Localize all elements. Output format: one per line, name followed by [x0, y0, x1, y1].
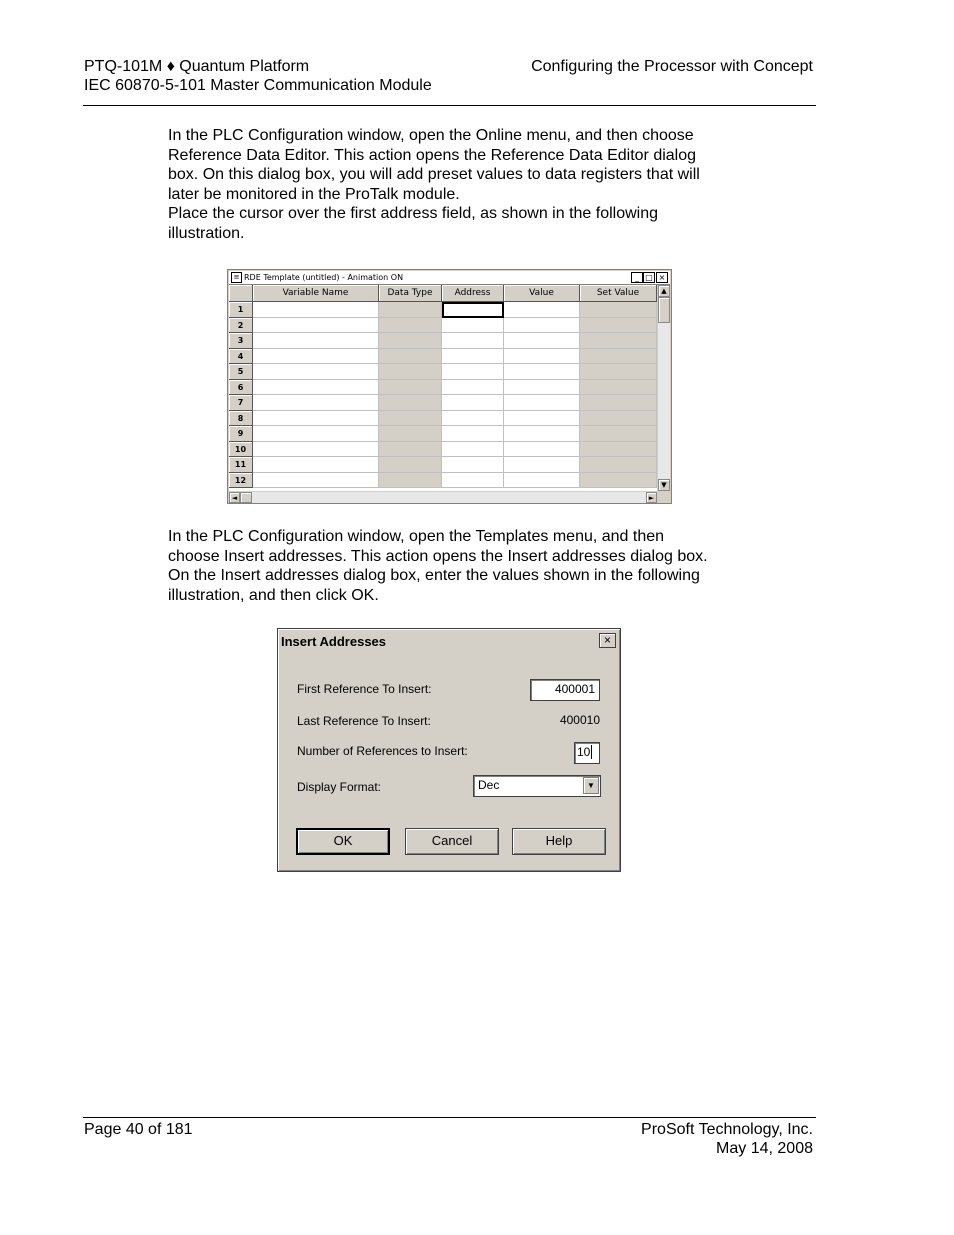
col-header-value[interactable]: Value: [504, 285, 580, 302]
row-number[interactable]: 5: [229, 364, 253, 380]
cell-value[interactable]: [504, 426, 580, 442]
para1-line: In the PLC Configuration window, open the Online menu, and then choose: [168, 127, 694, 144]
ok-button[interactable]: OK: [296, 828, 390, 855]
cell-address[interactable]: [442, 364, 504, 380]
cell-set-value[interactable]: [580, 318, 657, 334]
cell-data-type[interactable]: [379, 442, 442, 458]
para3-line: On the Insert addresses dialog box, enter the values shown in the following: [168, 567, 700, 585]
cell-address[interactable]: [442, 380, 504, 396]
cell-data-type[interactable]: [379, 318, 442, 334]
cell-value[interactable]: [504, 457, 580, 473]
scroll-thumb[interactable]: [658, 297, 670, 323]
header-section: Configuring the Processor with Concept: [531, 58, 813, 75]
cell-variable-name[interactable]: [253, 395, 379, 411]
cell-data-type[interactable]: [379, 333, 442, 349]
hscroll-thumb[interactable]: [240, 492, 252, 503]
cell-set-value[interactable]: [580, 364, 657, 380]
para1-line: Reference Data Editor. This action opens the Reference Data Editor dialog: [168, 146, 697, 164]
cell-set-value[interactable]: [580, 442, 657, 458]
cell-address[interactable]: [442, 442, 504, 458]
cell-set-value[interactable]: [580, 411, 657, 427]
cell-data-type[interactable]: [379, 349, 442, 365]
cell-value[interactable]: [504, 364, 580, 380]
row-number[interactable]: 11: [229, 457, 253, 473]
window-system-icon[interactable]: ≡: [231, 272, 242, 283]
para3-line: choose Insert addresses. This action opens the Insert addresses dialog box.: [168, 547, 708, 565]
minimize-button[interactable]: _: [631, 272, 643, 283]
row-number[interactable]: 4: [229, 349, 253, 365]
scroll-right-icon[interactable]: ►: [646, 492, 657, 503]
cell-variable-name[interactable]: [253, 380, 379, 396]
cell-variable-name[interactable]: [253, 426, 379, 442]
row-number[interactable]: 10: [229, 442, 253, 458]
para1-line: box. On this dialog box, you will add preset values to data registers that will: [168, 166, 700, 184]
footer-page-number: Page 40 of 181: [84, 1121, 193, 1138]
footer-rule: [83, 1117, 816, 1118]
number-of-references-input[interactable]: [574, 742, 600, 764]
cell-data-type[interactable]: [379, 302, 442, 318]
rde-title-bar: [229, 271, 670, 285]
chevron-down-icon[interactable]: ▼: [583, 777, 599, 794]
maximize-button[interactable]: □: [643, 272, 655, 283]
cell-variable-name[interactable]: [253, 349, 379, 365]
cell-address[interactable]: [442, 333, 504, 349]
selected-address-cell[interactable]: [442, 302, 504, 318]
first-reference-label: First Reference To Insert:: [297, 682, 432, 696]
horizontal-scrollbar[interactable]: [229, 492, 657, 503]
close-icon[interactable]: ×: [599, 633, 616, 648]
rde-grid: [229, 285, 657, 491]
number-of-references-label: Number of References to Insert:: [297, 744, 468, 758]
cell-variable-name[interactable]: [253, 473, 379, 489]
cell-set-value[interactable]: [580, 473, 657, 489]
cell-data-type[interactable]: [379, 426, 442, 442]
dialog-title: Insert Addresses: [279, 630, 619, 654]
rde-title: RDE Template (untitled) - Animation ON: [244, 273, 404, 282]
cell-variable-name[interactable]: [253, 411, 379, 427]
vertical-scrollbar[interactable]: [658, 285, 670, 491]
cell-address[interactable]: [442, 395, 504, 411]
cell-set-value[interactable]: [580, 302, 657, 318]
para1-line: later be monitored in the ProTalk module.: [168, 185, 460, 203]
row-number[interactable]: 12: [229, 473, 253, 489]
cell-value[interactable]: [504, 411, 580, 427]
header-module: IEC 60870-5-101 Master Communication Module: [84, 77, 432, 94]
col-header-variable-name[interactable]: Variable Name: [253, 285, 379, 302]
rde-template-window: [227, 269, 672, 504]
row-number[interactable]: 8: [229, 411, 253, 427]
cell-variable-name[interactable]: [253, 333, 379, 349]
scroll-up-icon[interactable]: ▲: [658, 285, 670, 297]
cell-variable-name[interactable]: [253, 457, 379, 473]
cell-value[interactable]: [504, 333, 580, 349]
text-cursor: [591, 745, 592, 759]
cell-data-type[interactable]: [379, 364, 442, 380]
cell-set-value[interactable]: [580, 349, 657, 365]
header-product: PTQ-101M ♦ Quantum Platform: [84, 58, 310, 75]
last-reference-value: 400010: [559, 713, 600, 727]
grid-corner-header: [229, 285, 253, 302]
insert-paragraph: [168, 527, 788, 605]
col-header-data-type[interactable]: Data Type: [379, 285, 442, 302]
col-header-set-value[interactable]: Set Value: [580, 285, 657, 302]
number-of-references-value: 10: [577, 745, 591, 759]
cell-value[interactable]: [504, 349, 580, 365]
row-number[interactable]: 1: [229, 302, 253, 318]
scroll-down-icon[interactable]: ▼: [658, 479, 670, 491]
row-number[interactable]: 6: [229, 380, 253, 396]
row-number[interactable]: 3: [229, 333, 253, 349]
row-number[interactable]: 2: [229, 318, 253, 334]
cell-set-value[interactable]: [580, 426, 657, 442]
cell-value[interactable]: [504, 380, 580, 396]
cell-set-value[interactable]: [580, 333, 657, 349]
cell-set-value[interactable]: [580, 380, 657, 396]
insert-addresses-dialog: [277, 628, 621, 872]
cell-variable-name[interactable]: [253, 442, 379, 458]
cell-value[interactable]: [504, 302, 580, 318]
help-button[interactable]: Help: [512, 828, 606, 855]
header-rule: [83, 105, 816, 106]
cancel-button[interactable]: Cancel: [405, 828, 499, 855]
cell-value[interactable]: [504, 395, 580, 411]
first-reference-input[interactable]: 400001: [530, 679, 600, 701]
cell-data-type[interactable]: [379, 411, 442, 427]
cell-variable-name[interactable]: [253, 302, 379, 318]
para3-line: In the PLC Configuration window, open the Templates menu, and then: [168, 528, 665, 545]
cell-value[interactable]: [504, 318, 580, 334]
col-header-address[interactable]: Address: [442, 285, 504, 302]
cell-data-type[interactable]: [379, 395, 442, 411]
cell-data-type[interactable]: [379, 473, 442, 489]
display-format-label: Display Format:: [297, 780, 382, 794]
footer-date: May 14, 2008: [716, 1140, 813, 1157]
cell-address[interactable]: [442, 426, 504, 442]
cell-data-type[interactable]: [379, 457, 442, 473]
row-number[interactable]: 9: [229, 426, 253, 442]
cell-value[interactable]: [504, 473, 580, 489]
para3-line: illustration, and then click OK.: [168, 586, 379, 604]
cell-set-value[interactable]: [580, 457, 657, 473]
cell-set-value[interactable]: [580, 395, 657, 411]
cell-address[interactable]: [442, 349, 504, 365]
intro-paragraph: [168, 126, 768, 244]
close-button[interactable]: ×: [656, 272, 668, 283]
para2-line: Place the cursor over the first address field, as shown in the following: [168, 205, 659, 223]
footer-company: ProSoft Technology, Inc.: [641, 1121, 813, 1138]
last-reference-label: Last Reference To Insert:: [297, 714, 431, 728]
row-number[interactable]: 7: [229, 395, 253, 411]
display-format-value: Dec: [478, 778, 500, 792]
scroll-left-icon[interactable]: ◄: [229, 492, 240, 503]
cell-address[interactable]: [442, 318, 504, 334]
para2-line: illustration.: [168, 224, 245, 242]
cell-address[interactable]: [442, 473, 504, 489]
cell-value[interactable]: [504, 442, 580, 458]
cell-variable-name[interactable]: [253, 364, 379, 380]
cell-variable-name[interactable]: [253, 318, 379, 334]
cell-address[interactable]: [442, 457, 504, 473]
cell-data-type[interactable]: [379, 380, 442, 396]
display-format-select[interactable]: [473, 775, 601, 797]
cell-address[interactable]: [442, 411, 504, 427]
